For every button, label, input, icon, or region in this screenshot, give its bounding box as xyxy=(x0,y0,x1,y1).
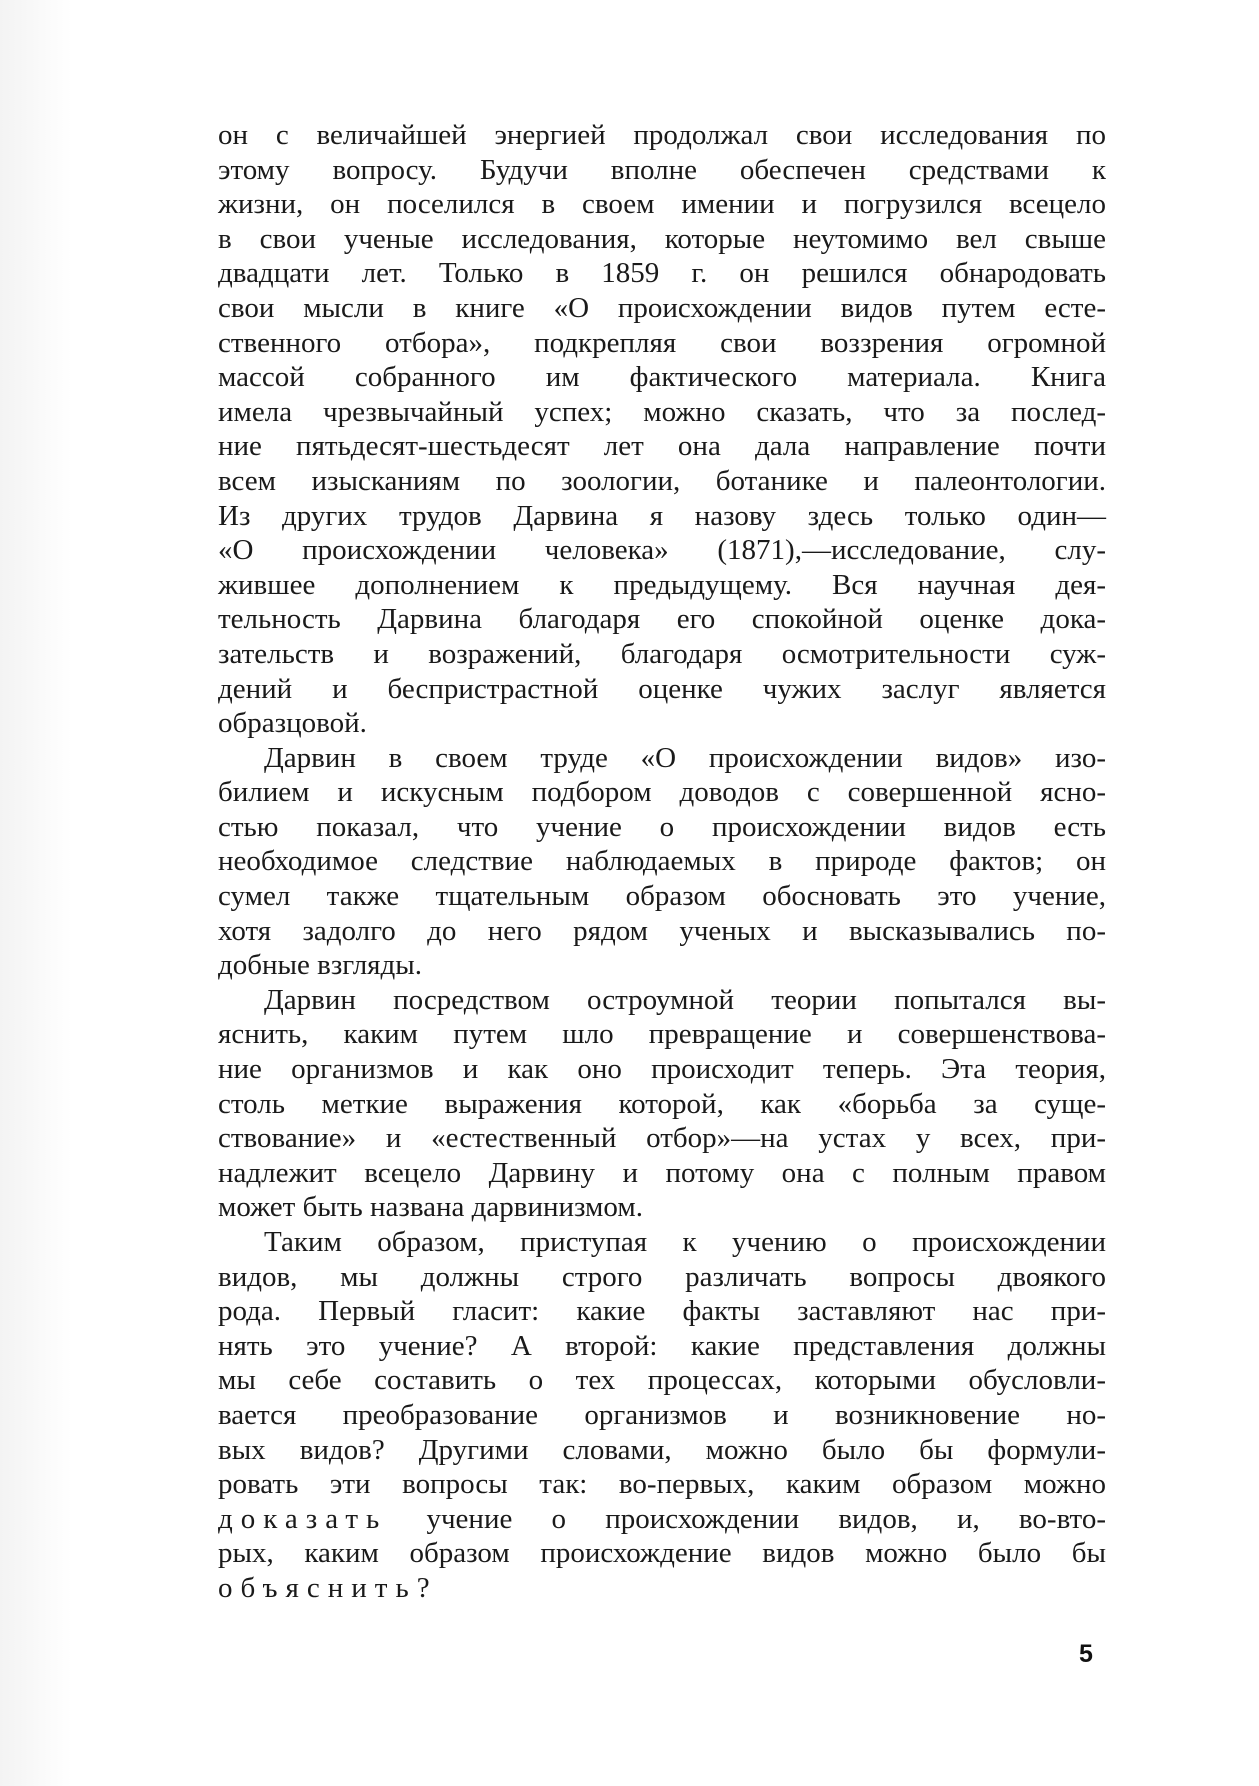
text-line: ровать эти вопросы так: во-первых, каким образом можно xyxy=(218,1468,1106,1501)
text-line: яснить, каким путем шло превращение и совершенствова- xyxy=(218,1018,1106,1051)
text-line: свои мысли в книге «О происхождении видов путем есте- xyxy=(218,291,1106,324)
text-fragment: ? xyxy=(416,1571,430,1604)
page-edge-shadow xyxy=(0,0,72,1786)
text-line: рых, каким образом происхождение видов можно было бы xyxy=(218,1537,1106,1570)
text-line: двадцати лет. Только в 1859 г. он решился обнародовать xyxy=(218,257,1106,290)
text-line: столь меткие выражения которой, как «борьба за суще- xyxy=(218,1087,1106,1120)
text-line: дений и беспристрастной оценке чужих заслуг является xyxy=(218,672,1106,705)
text-line xyxy=(218,1502,1106,1537)
page-number: 5 xyxy=(1079,1640,1093,1668)
text-line: всем изысканиям по зоологии, ботанике и палеонтологии. xyxy=(218,464,1106,497)
text-line: массой собранного им фактического материала. Книга xyxy=(218,361,1106,394)
text-line: видов, мы должны строго различать вопросы двоякого xyxy=(218,1260,1106,1293)
text-line: ние организмов и как оно происходит теперь. Эта теория, xyxy=(218,1053,1106,1086)
text-line: ственного отбора», подкрепляя свои воззрения огромной xyxy=(218,326,1106,359)
emphasized-word: объяснить xyxy=(218,1571,417,1604)
text-line: рода. Первый гласит: какие факты заставляют нас при- xyxy=(218,1295,1106,1328)
text-line: необходимое следствие наблюдаемых в природе фактов; он xyxy=(218,845,1106,878)
text-line: жившее дополнением к предыдущему. Вся научная дея- xyxy=(218,568,1106,601)
text-line: может быть названа дарвинизмом. xyxy=(218,1191,643,1224)
text-line: вается преобразование организмов и возникновение но- xyxy=(218,1398,1106,1431)
text-line: он с величайшей энергией продолжал свои исследования по xyxy=(218,119,1106,151)
text-fragment: учение о происхождении видов, и, во-вто- xyxy=(387,1502,1106,1535)
text-line: этому вопросу. Будучи вполне обеспечен средствами к xyxy=(218,153,1106,186)
text-line: «О происхождении человека» (1871),—исследование, слу- xyxy=(218,534,1106,567)
text-line: тельность Дарвина благодаря его спокойной оценке дока- xyxy=(218,603,1106,636)
text-line: хотя задолго до него рядом ученых и высказывались по- xyxy=(218,914,1106,947)
text-line xyxy=(218,1571,1106,1606)
text-line: нять это учение? А второй: какие представления должны xyxy=(218,1329,1106,1362)
text-line: ствование» и «естественный отбор»—на устах у всех, при- xyxy=(218,1122,1106,1155)
text-line: мы себе составить о тех процессах, которыми обусловли- xyxy=(218,1364,1106,1397)
text-line: жизни, он поселился в своем имении и погрузился всецело xyxy=(218,188,1106,221)
text-line: Дарвин в своем труде «О происхождении видов» изо- xyxy=(264,741,1106,774)
text-line: билием и искусным подбором доводов с совершенной ясно- xyxy=(218,776,1106,809)
text-line: образцовой. xyxy=(218,707,367,740)
text-line: надлежит всецело Дарвину и потому она с полным правом xyxy=(218,1156,1106,1189)
text-line: сумел также тщательным образом обосновать это учение, xyxy=(218,880,1106,913)
text-line: Из других трудов Дарвина я назову здесь только один— xyxy=(218,499,1106,532)
text-line: Таким образом, приступая к учению о происхождении xyxy=(264,1226,1106,1258)
text-line: вых видов? Другими словами, можно было бы формули- xyxy=(218,1433,1106,1466)
text-line: в свои ученые исследования, которые неутомимо вел свыше xyxy=(218,222,1106,255)
text-line: добные взгляды. xyxy=(218,949,423,982)
emphasized-word: доказать xyxy=(218,1502,388,1535)
page-text xyxy=(218,118,1106,1606)
text-line: зательств и возражений, благодаря осмотрительности суж- xyxy=(218,637,1106,670)
text-line: ние пятьдесят-шестьдесят лет она дала направление почти xyxy=(218,430,1106,463)
text-line: стью показал, что учение о происхождении видов есть xyxy=(218,810,1106,843)
text-line: Дарвин посредством остроумной теории попытался вы- xyxy=(264,983,1106,1016)
text-line: имела чрезвычайный успех; можно сказать, что за послед- xyxy=(218,395,1106,428)
